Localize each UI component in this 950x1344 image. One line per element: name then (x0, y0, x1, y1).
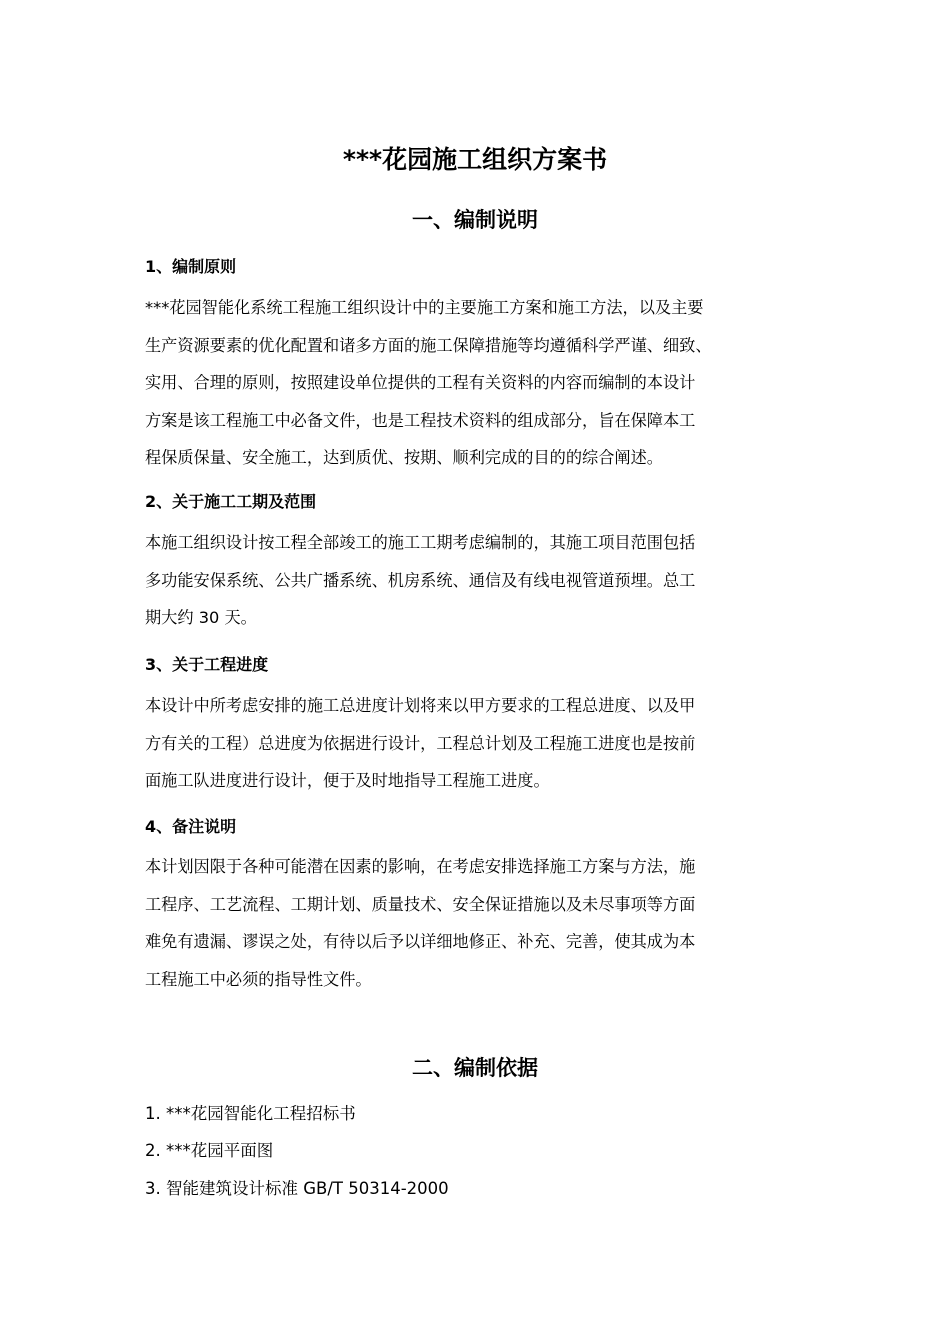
paragraph-line: 实用、合理的原则，按照建设单位提供的工程有关资料的内容而编制的本设计 (145, 373, 696, 393)
section-heading-compilation-notes: 一、编制说明 (412, 208, 538, 232)
paragraph-line: 工程序、工艺流程、工期计划、质量技术、安全保证措施以及未尽事项等方面 (145, 894, 696, 914)
subheading-schedule-and-scope: 2、关于施工工期及范围 (145, 492, 317, 511)
section-heading-compilation-basis: 二、编制依据 (412, 1056, 538, 1080)
paragraph-line: 方案是该工程施工中必备文件，也是工程技术资料的组成部分，旨在保障本工 (145, 410, 696, 430)
paragraph-line: ***花园智能化系统工程施工组织设计中的主要施工方案和施工方法，以及主要 (145, 298, 704, 317)
paragraph-line: 面施工队进度进行设计，便于及时地指导工程施工进度。 (145, 771, 550, 791)
paragraph-line: 难免有遗漏、谬误之处，有待以后予以详细地修正、补充、完善，使其成为本 (145, 932, 696, 952)
subheading-remarks: 4、备注说明 (145, 817, 237, 836)
paragraph-line: 工程施工中必须的指导性文件。 (145, 969, 372, 989)
paragraph-schedule-and-scope (145, 524, 810, 637)
paragraph-remarks (145, 848, 810, 998)
paragraph-line: 多功能安保系统、公共广播系统、机房系统、通信及有线电视管道预埋。总工 (145, 570, 696, 590)
paragraph-compilation-principles (145, 289, 810, 477)
subheading-project-progress: 3、关于工程进度 (145, 655, 269, 674)
paragraph-line: 生产资源要素的优化配置和诸多方面的施工保障措施等均遵循科学严谨、细致、 (145, 335, 712, 355)
paragraph-line: 本设计中所考虑安排的施工总进度计划将来以甲方要求的工程总进度、以及甲 (145, 696, 696, 715)
paragraph-line: 方有关的工程）总进度为依据进行设计，工程总计划及工程施工进度也是按前 (145, 733, 696, 753)
paragraph-line: 程保质保量、安全施工，达到质优、按期、顺利完成的目的的综合阐述。 (145, 448, 663, 468)
reference-item: 3. 智能建筑设计标准 GB/T 50314-2000 (145, 1179, 449, 1198)
paragraph-line: 本计划因限于各种可能潜在因素的影响，在考虑安排选择施工方案与方法，施 (145, 857, 696, 876)
subheading-compilation-principles: 1、编制原则 (145, 257, 237, 276)
document-title: ***花园施工组织方案书 (342, 145, 608, 174)
paragraph-project-progress (145, 687, 810, 800)
reference-item: 2. ***花园平面图 (145, 1141, 274, 1160)
reference-item: 1. ***花园智能化工程招标书 (145, 1104, 356, 1123)
paragraph-line: 期大约 30 天。 (145, 608, 257, 628)
paragraph-line: 本施工组织设计按工程全部竣工的施工工期考虑编制的，其施工项目范围包括 (145, 533, 696, 552)
